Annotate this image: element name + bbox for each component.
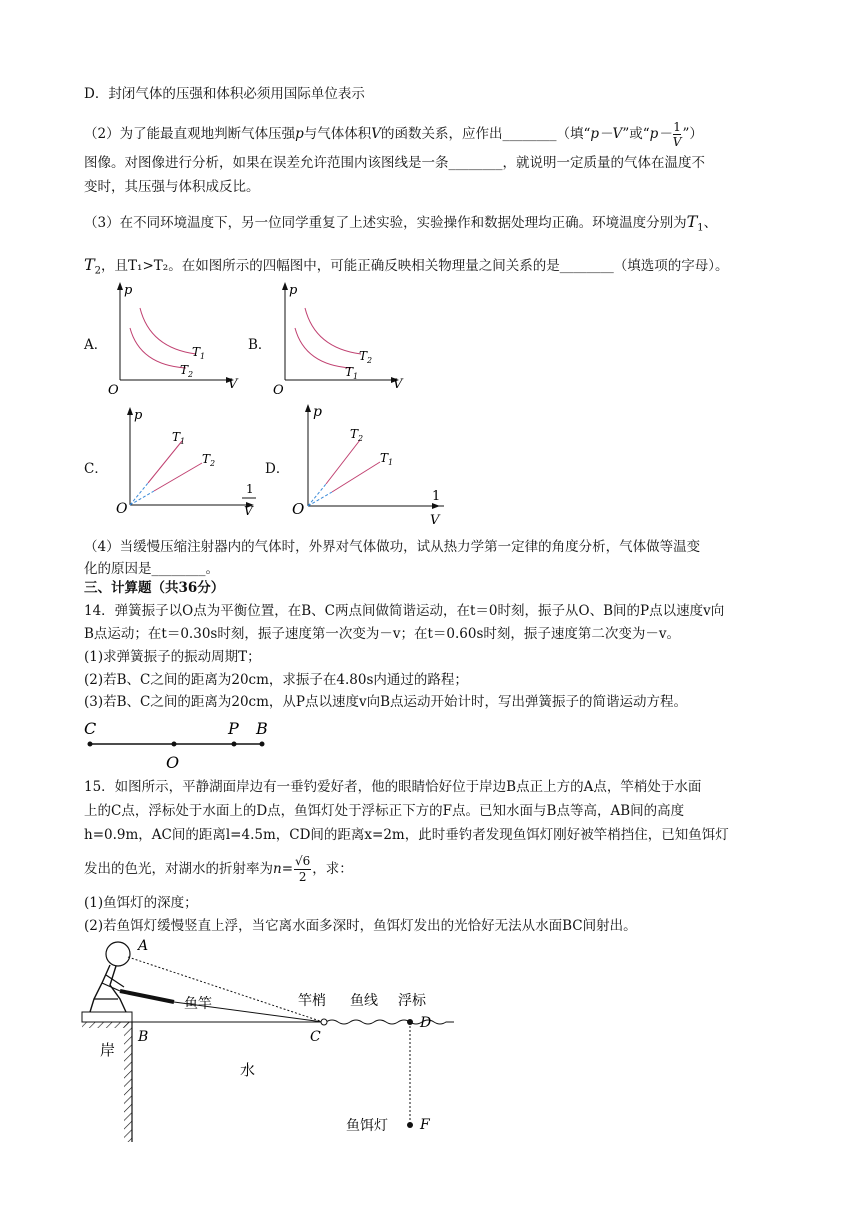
q15-line4: 发出的色光，对湖水的折射率为n= $\frac{√6}{2}$ ，求： bbox=[84, 854, 353, 884]
q15-line1: 15．如图所示，平静湖面岸边有一垂钓爱好者，他的眼睛恰好位于岸边B点正上方的A点，竿梢处于水面 bbox=[84, 779, 702, 795]
q15-sub2: (2)若鱼饵灯缓慢竖直上浮，当它离水面多深时，鱼饵灯发出的光恰好无法从水面BC间射出。 bbox=[84, 918, 637, 934]
svg-text:V: V bbox=[393, 377, 403, 392]
q13-part4-line2: 化的原因是________。 bbox=[84, 561, 219, 577]
svg-text:O: O bbox=[273, 383, 284, 398]
graph-d bbox=[288, 400, 458, 530]
point-p-label: P bbox=[228, 719, 239, 738]
line-t2-label: $T_2$ bbox=[202, 452, 216, 468]
svg-text:1: 1 bbox=[432, 489, 441, 504]
axis-one-label: 1 bbox=[246, 482, 254, 496]
line-t1-label: $T_1$ bbox=[380, 451, 394, 467]
graph-c bbox=[110, 405, 270, 525]
graph-b bbox=[265, 280, 415, 400]
fishing-line-label: 鱼线 bbox=[350, 993, 378, 1009]
point-a-label: A bbox=[138, 938, 149, 954]
q13-part2-line2: 图像。对图像进行分析，如果在误差允许范围内该图线是一条________，就说明一定质量的气体在温度不 bbox=[84, 155, 705, 171]
svg-text:O: O bbox=[292, 500, 305, 518]
water-label: 水 bbox=[240, 1061, 256, 1079]
origin-label: O bbox=[108, 383, 119, 398]
point-b-label: B bbox=[138, 1029, 149, 1045]
svg-text:O: O bbox=[116, 501, 128, 517]
curve-t1-label: $T_1$ bbox=[192, 345, 206, 361]
point-b-label: B bbox=[256, 719, 268, 738]
svg-text:p: p bbox=[134, 408, 143, 423]
point-d-label: D bbox=[420, 1015, 432, 1031]
lamp-label: 鱼饵灯 bbox=[346, 1118, 388, 1134]
q14-sub1: (1)求弹簧振子的振动周期T； bbox=[84, 649, 261, 665]
q15-line2: 上的C点，浮标处于水面上的D点，鱼饵灯处于浮标正下方的F点。已知水面与B点等高，AB间的高度 bbox=[84, 803, 685, 819]
curve-t2-label: $T_2$ bbox=[180, 363, 194, 379]
svg-text:V: V bbox=[430, 513, 440, 528]
q15-line3: h=0.9m，AC间的距离l=4.5m，CD间的距离x=2m，此时垂钓者发现鱼饵灯刚好被竿梢挡住，已知鱼饵灯 bbox=[84, 827, 729, 843]
q14-figure bbox=[80, 716, 280, 772]
option-a-label: A． bbox=[84, 337, 108, 353]
q14-sub2: (2)若B、C之间的距离为20cm，求振子在4.80s内通过的路程； bbox=[84, 672, 468, 688]
q13-part2-line1: （2）为了能最直观地判断气体压强p与气体体积V的函数关系，应作出________（填“p－V”或“p－ $\frac{1}{V}$ ”） bbox=[84, 120, 703, 149]
q14-sub3: (3)若B、C之间的距离为20cm，从P点以速度v向B点运动开始计时，写出弹簧振子的简谐运动方程。 bbox=[84, 694, 688, 710]
curve-t1-label: $T_1$ bbox=[345, 365, 359, 381]
axis-v-label: V bbox=[244, 504, 253, 518]
q13-part3-line1: （3）在不同环境温度下，另一位同学重复了上述实验，实验操作和数据处理均正确。环境温度分别为$T_1$、 bbox=[84, 212, 718, 234]
axis-v-label: V bbox=[228, 377, 238, 392]
angler-head-icon bbox=[106, 942, 130, 966]
option-b-label: B． bbox=[248, 337, 272, 353]
q14-line2: B点运动；在t＝0.30s时刻，振子速度第一次变为－v；在t＝0.60s时刻，振子速度第二次变为－v。 bbox=[84, 626, 680, 642]
point-c-label: C bbox=[84, 719, 97, 738]
q13-part4-line1: （4）当缓慢压缩注射器内的气体时，外界对气体做功，试从热力学第一定律的角度分析，气体做等温变 bbox=[84, 539, 701, 555]
q14-line1: 14．弹簧振子以O点为平衡位置，在B、C两点间做简谐运动，在t＝0时刻，振子从O、B间的P点以速度v向 bbox=[84, 603, 725, 619]
point-f-label: F bbox=[420, 1117, 430, 1133]
graph-a bbox=[100, 280, 250, 400]
point-c-label: C bbox=[310, 1029, 321, 1045]
line-t1-label: $T_1$ bbox=[172, 430, 186, 446]
q15-figure bbox=[80, 935, 460, 1160]
float-label: 浮标 bbox=[398, 993, 426, 1009]
option-d: D．封闭气体的压强和体积必须用国际单位表示 bbox=[84, 86, 365, 102]
svg-text:p: p bbox=[313, 404, 322, 420]
svg-text:p: p bbox=[289, 283, 298, 298]
option-c-label: C． bbox=[84, 461, 108, 477]
curve-t2-label: $T_2$ bbox=[359, 349, 373, 365]
line-t2-label: $T_2$ bbox=[350, 427, 364, 443]
shore-label: 岸 bbox=[100, 1041, 116, 1059]
axis-p-label: p bbox=[124, 283, 133, 298]
q13-part2-line3: 变时，其压强与体积成反比。 bbox=[84, 179, 260, 195]
q15-sub1: (1)鱼饵灯的深度； bbox=[84, 895, 198, 911]
rod-tip-label: 竿梢 bbox=[298, 993, 326, 1009]
option-d-label: D． bbox=[265, 461, 290, 477]
rod-label: 鱼竿 bbox=[184, 996, 212, 1012]
point-o-label: O bbox=[166, 753, 180, 772]
section-heading: 三、计算题（共36分） bbox=[84, 580, 225, 596]
q13-part3-line2: $T_2$，且T₁>T₂。在如图所示的四幅图中，可能正确反映相关物理量之间关系的是________（填选项的字母）。 bbox=[84, 255, 729, 277]
